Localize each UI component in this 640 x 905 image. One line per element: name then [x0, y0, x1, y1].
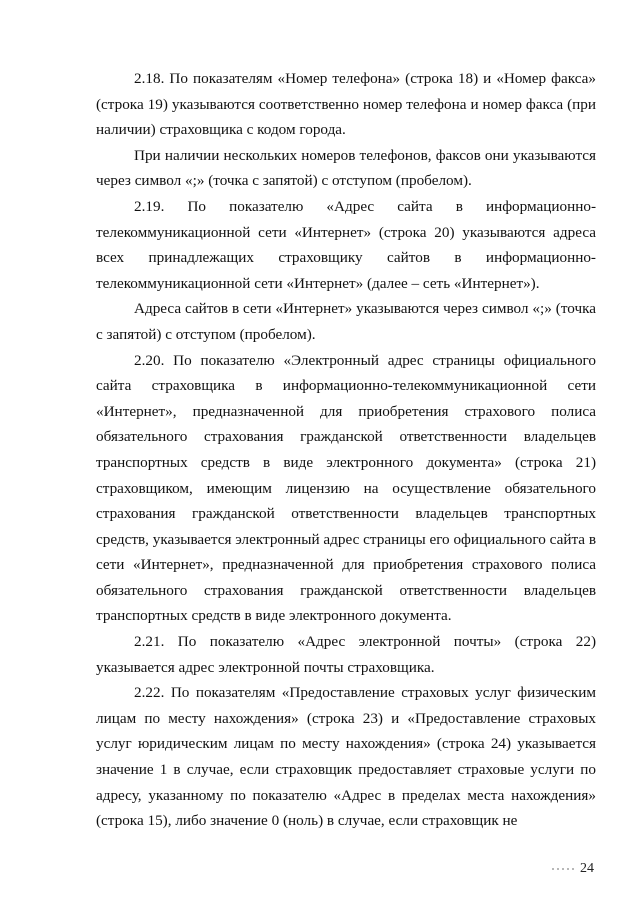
page-number: 24 [580, 861, 594, 876]
paragraph-2-22: 2.22. По показателям «Предоставление страховых услуг физическим лицам по месту нахождения» (строка 23) и «Предоставление страховых услуг юридическим лицам по месту нахождения» (строка 24) указывается значение 1 в случае, если страховщик предоставляет страховые услуги по адресу, указанному по показателю «Адрес в пределах места нахождения» (строка 15), либо значение 0 (ноль) в случае, если страховщик не [96, 684, 596, 830]
paragraph-2-21: 2.21. По показателю «Адрес электронной почты» (строка 22) указывается адрес электронной почты страховщика. [96, 633, 596, 676]
paragraph-2-18: 2.18. По показателям «Номер телефона» (строка 18) и «Номер факса» (строка 19) указываются соответственно номер телефона и номер факса (при наличии) страховщика с кодом города. [96, 70, 596, 139]
scan-artifact [552, 868, 574, 870]
paragraph-site-addresses: Адреса сайтов в сети «Интернет» указываются через символ «;» (точка с запятой) с отступом (пробелом). [96, 300, 596, 343]
document-page [96, 66, 596, 834]
paragraph-2-19: 2.19. По показателю «Адрес сайта в информационно-телекоммуникационной сети «Интернет» (строка 20) указываются адреса всех принадлежащих страховщику сайтов в информационно-телекоммуникационной сети «Интернет» (далее – сеть «Интернет»). [96, 197, 596, 292]
paragraph-multiple-phones: При наличии нескольких номеров телефонов, факсов они указываются через символ «;» (точка с запятой) с отступом (пробелом). [96, 146, 596, 190]
paragraph-2-20: 2.20. По показателю «Электронный адрес страницы официального сайта страховщика в информационно-телекоммуникационной сети «Интернет», предназначенной для приобретения страхового полиса обязательного страхования гражданской ответственности владельцев транспортных средств в виде электронного документа» (строка 21) страховщиком, имеющим лицензию на осуществление обязательного страхования гражданской ответственности владельцев транспортных средств, указывается электронный адрес страницы его официального сайта в сети «Интернет», предназначенной для приобретения страхового полиса обязательного страхования гражданской ответственности владельцев транспортных средств в виде электронного документа. [96, 351, 596, 625]
